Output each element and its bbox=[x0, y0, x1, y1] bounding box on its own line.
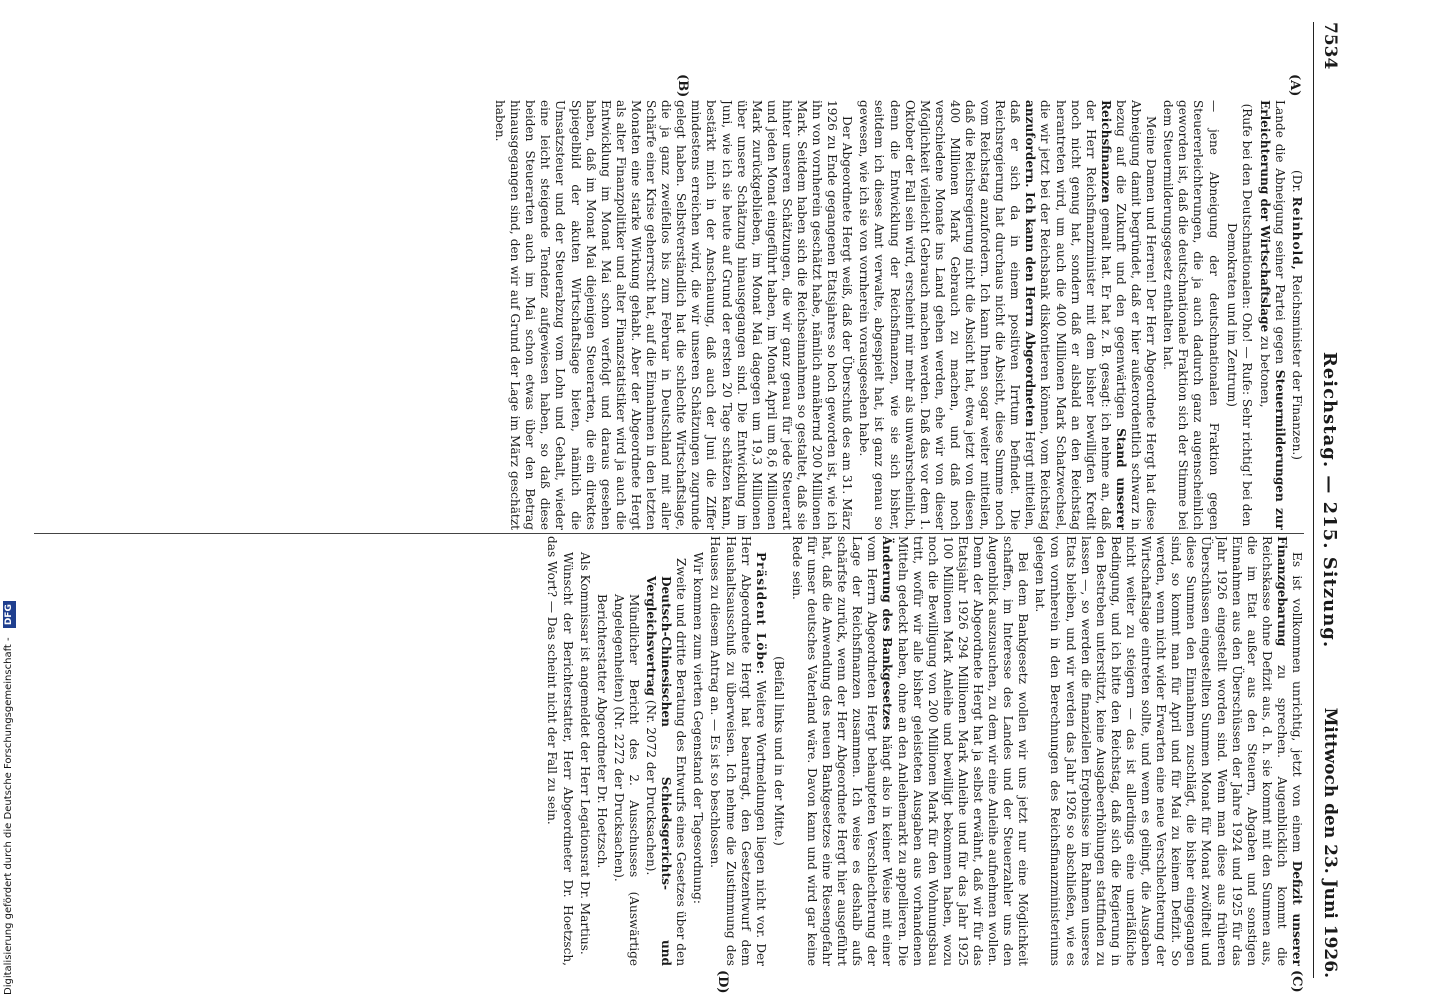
text-run: Lande die Abneigung seiner Partei gegen bbox=[1272, 100, 1287, 365]
funding-note: Digitalisierung gefördert durch die Deutsche Forschungsgemeinschaft - bbox=[3, 637, 14, 995]
text-run: Meine Damen und Herren! Der Herr Abgeordnete Hergt hat diese Abneigung damit begründet, daß er hier außerordentlich schwarz in bezug auf die Zukunft und den gegenwärtigen bbox=[1113, 100, 1159, 530]
paragraph bbox=[1257, 100, 1287, 530]
paragraph: Als Kommissar ist angemeldet der Herr Legationsrat Dr. Martius. bbox=[577, 552, 592, 955]
page-title: Reichstag. — 215. Sitzung. bbox=[1319, 351, 1340, 649]
paragraph bbox=[789, 536, 1031, 966]
rapporteur: Berichterstatter Abgeordneter Dr. Hoetzsch. bbox=[594, 594, 609, 869]
page-header bbox=[1313, 22, 1344, 978]
paragraph bbox=[1032, 536, 1304, 966]
speaker-name: Präsident Löbe: bbox=[753, 552, 768, 676]
paragraph bbox=[707, 536, 767, 966]
bold-text: Deutsch-Chinesischen Schiedsgerichts- und Vergleichsvertrag bbox=[644, 576, 674, 966]
text-run: Es ist vollkommen unrichtig, jetzt von einem bbox=[1290, 552, 1304, 853]
bold-text: anzufordern. Ich kann den Herrn Abgeordneten bbox=[1023, 100, 1038, 427]
paragraph: Wünscht der Berichterstatter, Herr Abgeordneter Dr. Hoetzsch, das Wort? — Das scheint nicht der Fall zu sein. bbox=[545, 536, 575, 966]
speaker-prefix: (Dr. bbox=[1290, 170, 1304, 193]
text-run: Zweite und dritte Beratung des Entwurfs eines Gesetzes über den bbox=[674, 558, 689, 966]
text-run: Weitere Wortmeldungen liegen nicht vor. Der Herr Abgeordnete Hergt hat beantragt, den Gesetzentwurf dem Haushaltsausschuß zu überweisen. Ich nehme die Zustimmung des Hauses zu diesem Antrag an. — Es ist so beschlossen. bbox=[708, 536, 768, 966]
left-column bbox=[24, 100, 1304, 530]
page-number: 7534 bbox=[1320, 22, 1340, 70]
bold-text: Defizit unserer Finanzgebarung bbox=[1274, 536, 1304, 966]
margin-mark-d: (D) bbox=[715, 970, 730, 994]
margin-mark-c: (C) bbox=[1289, 970, 1304, 993]
text-run: gemalt hat. Er hat z. B. gesagt: ich nehme an, daß der Herr Reichsfinanzminister mit dem bisher bewilligten Kredit noch nicht genug hat, sondern daß er alsbald an den Reichstag herantreten wird, um auch die 400 Millionen Mark Schatzwechsel, die wir jetzt bei der Reichsbank diskontieren können, vom Reichstag bbox=[1038, 100, 1113, 530]
text-run: zu betonen, bbox=[1257, 336, 1272, 408]
bold-text: Stand unserer Reichsfinanzen bbox=[1098, 100, 1128, 530]
margin-mark-b: (B) bbox=[675, 74, 690, 98]
applause: (Beifall links und in der Mitte.) bbox=[771, 656, 786, 846]
session-date: Mittwoch den 23. Juni 1926. bbox=[1320, 707, 1340, 978]
scanned-page bbox=[10, 0, 1350, 1000]
paragraph: — jene Abneigung der deutschnationalen Fraktion gegen Steuererleichterungen, die ja auch dadurch ganz augenscheinlich geworden ist, daß die deutschnationale Fraktion sich der Stimme bei dem Steuermilderungsgesetz enthalten hat. bbox=[1161, 100, 1221, 530]
margin-mark-a: (A) bbox=[1287, 74, 1302, 97]
text-run: Hergt mitteilen, daß er sich da in einem positiven Irrtum befindet. Die Reichsregierung hat durchaus nicht die Absicht, diese Summe noch vom Reichstag anzufordern. Ich kann Ihnen sogar weiter mitteilen, daß die Reichsregierung nicht die Absicht hat, etwa jetzt von diesen 400 Millionen Mark Gebrauch zu machen, und daß noch verschiedene Monate ins Land gehen werden, ehe wir von dieser Möglichkeit vielleicht Gebrauch machen werden. Daß das vor dem 1. Oktober der Fall sein wird, erscheint mir mehr als unwahrscheinlich, denn die Entwicklung der Reichsfinanzen, wie sie sich bisher, seitdem ich dieses Amt verwalte, abgespielt hat, ist ganz genau so gewesen, wie ich sie von vornherein vorausgesehen habe. bbox=[857, 100, 1038, 530]
speaker-line bbox=[1289, 100, 1304, 530]
text-run: Bei dem Bankgesetz wollen wir uns jetzt nur eine Möglichkeit schaffen, im Interesse des Landes und der Steuerzahler uns den Augenblick auszusuchen, zu dem wir eine Anleihe aufnehmen wollen. Denn der Abgeordnete Hergt hat ja selbst erwähnt, daß wir für das Etatsjahr 1926 294 Millionen Mark Anleihe und für das Jahr 1925 100 Millionen Mark Anleihe und bewilligt bekommen haben, wozu noch die Bewilligung von 200 Millionen Mark für den Wohnungsbau tritt, wofür wir alle bisher geleisteten Ausgaben aus vorhandenen Mitteln gedeckt haben, ohne an den Anleihemarkt zu appellieren. Die bbox=[895, 536, 1031, 966]
bold-text: Änderung des Bankgesetzes bbox=[880, 536, 895, 730]
right-column bbox=[24, 536, 1304, 966]
interjection: (Rufe bei den Deutschnationalen: Oho! — Rufe: Sehr richtig! bei den Demokraten und im Zentrum) bbox=[1224, 103, 1254, 527]
text-run: zu sprechen. Augenblicklich kommt die Reichskasse ohne Defizit aus, d. h. sie kommt mit den Summen aus, die im Etat außer aus den Steuern, Abgaben und sonstigen Einnahmen aus den Überschüssen der Jahre 1924 und 1925 für das Jahr 1926 eingestellt worden sind. Wenn man diese aus früheren Überschüssen eingestellten Summen Monat für Monat zwölftelt und diese Summen den Einnahmen zuschlägt, die bisher eingegangen sind, so kommt man für April und für Mai zu keinem Defizit. So werden, wenn nicht wider Erwarten eine neue Verschlechterung der Wirtschaftslage eintreten sollte, und wenn es gelingt, die Ausgaben nicht weiter zu steigern — das ist allerdings eine unerläßliche Bedingung, und ich bitte den Reichstag, daß sich die Regierung in den Bestreben unterstützt, keine Ausgabeerhöhungen stattfinden zu lassen —, so werden die finanziellen Ergebnisse im Rahmen unseres Etats bleiben, und wir werden das Jahr 1926 so abschließen, wie es von vornherein in den Berechnungen des Reichsfinanzministeriums gelegen hat. bbox=[1033, 536, 1289, 966]
paragraph: Der Abgeordnete Hergt weiß, daß der Überschuß des am 31. März 1926 zu Ende gegangenen Etatsjahres so hoch geworden ist, wie ich ihn von vornherein geschätzt habe, nämlich annähernd 200 Millionen Mark. Seitdem haben sich die Reichseinnahmen so gestaltet, daß sie hinter unseren Schätzungen, die wir ganz genau für jede Steuerart und jeden Monat eingeführt haben, im Monat April um 8,6 Millionen Mark zurückgeblieben, im Monat Mai dagegen um 19,3 Millionen über unsere Schätzung hinausgegangen sind. Die Entwicklung im Juni, wie ich sie heute auf Grund der ersten 20 Tage schätzen kann, bestärkt mich in der Anschauung, daß auch der Juni die Ziffer mindestens erreichen wird, die wir unseren Schätzungen zugrunde gelegt haben. Selbstverständlich hat die schlechte Wirtschaftslage, die ja ganz zweifellos bis zum Februar in Deutschland mit aller Schärfe einer Krise geherrscht hat, auf die Einnahmen in den letzten Monaten eine starke Wirkung gehabt. Aber der Abgeordnete Hergt als alter Finanzpolitiker und alter Finanzstatistiker wird ja auch die Entwicklung im Monat Mai schon verfolgt und daraus gesehen haben, daß im Monat Mai diejenigen Steuerarten, die ein direktes Spiegelbild der akuten Wirtschaftslage bieten, nämlich die Umsatzsteuer und der Steuerabzug vom Lohn und Gehalt, wieder eine leicht steigende Tendenz aufgewiesen haben, so daß diese beiden Steuerarten auch im Mai schon etwas über den Betrag hinausgegangen sind, den wir auf Grund der Lage im März geschätzt haben. bbox=[493, 100, 855, 530]
dfg-logo: DFG bbox=[3, 601, 16, 628]
bold-text: Steuermilderungen zur Erleichterung der Wirtschaftslage bbox=[1257, 100, 1287, 530]
agenda-report: Mündlicher Bericht des 2. Ausschusses (Auswärtige Angelegenheiten) (Nr. 2272 der Drucksachen). bbox=[611, 594, 641, 966]
digitization-note bbox=[2, 5, 16, 995]
speaker-name: Reinhold, bbox=[1290, 196, 1304, 271]
text-run: hängt also in keiner Weise mit einer vom Herrn Abgeordneten Hergt behaupteten Verschlechterung der Lage der Reichsfinanzen zusammen. Ich weise es deshalb aufs schärfste zurück, wenn der Herr Abgeordnete Hergt hier ausgeführt hat, daß die Anwendung des neuen Bankgesetzes eine Riesengefahr für unser deutsches Vaterland wäre. Davon kann und wird gar keine Rede sein. bbox=[789, 536, 895, 966]
speaker-role: Reichsminister der Finanzen.) bbox=[1290, 274, 1304, 460]
paragraph: Wir kommen zum vierten Gegenstand der Tagesordnung: bbox=[691, 552, 706, 904]
column-divider bbox=[34, 533, 1304, 534]
agenda-item bbox=[643, 536, 688, 966]
paragraph bbox=[856, 100, 1158, 530]
text-run: (Nr. 2072 der Drucksachen). bbox=[644, 699, 659, 876]
